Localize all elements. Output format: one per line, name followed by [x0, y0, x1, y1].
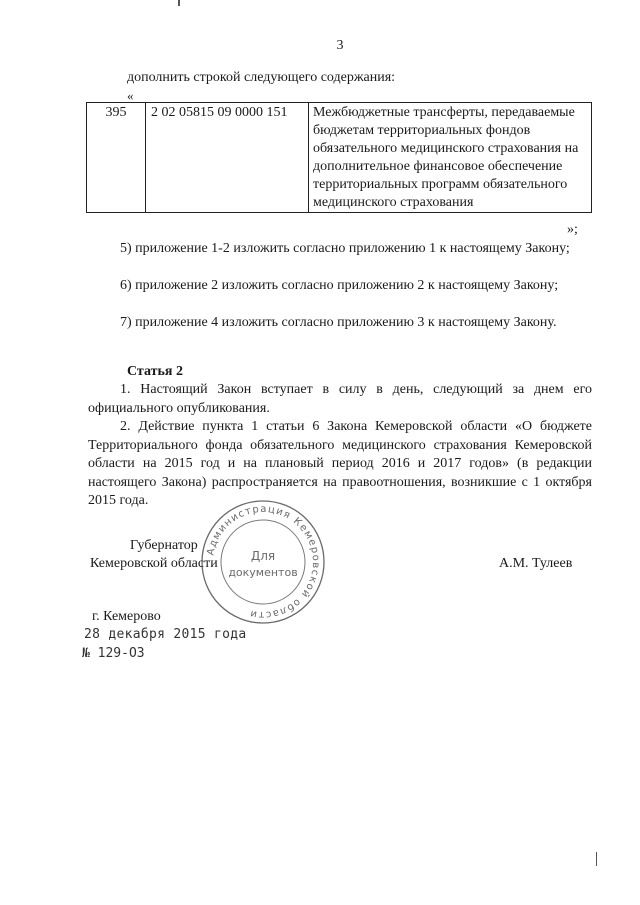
table-row: [87, 103, 592, 213]
code-cell: 395: [87, 103, 146, 213]
signer-name: А.М. Тулеев: [499, 556, 573, 571]
item-7: 7) приложение 4 изложить согласно приложению 3 к настоящему Закону.: [120, 315, 557, 330]
quote-close: »;: [567, 222, 578, 237]
scan-artifact-top: [178, 0, 180, 6]
stamp-center-line2: документов: [228, 566, 298, 579]
signer-region: Кемеровской области: [90, 556, 218, 571]
signer-title: Губернатор: [130, 538, 198, 553]
article-heading: Статья 2: [127, 364, 183, 379]
inserted-row-table: [86, 102, 592, 213]
stamp-ring-text: Администрация Кемеровской области: [205, 503, 322, 621]
article-paragraph-2: 2. Действие пункта 1 статьи 6 Закона Кемеровской области «О бюджете Территориального фонда обязательного медицинского страхования Кемеровской области на 2015 год и на плановый период 2016 и 2017 годов» (в редакции настоящего Закона) распространяется на правоотношения, возникшие с 1 октября 2015 года.: [88, 419, 592, 508]
city: г. Кемерово: [92, 609, 161, 624]
item-5: 5) приложение 1-2 изложить согласно приложению 1 к настоящему Закону;: [120, 241, 570, 256]
scan-artifact-right: [596, 852, 597, 866]
law-date: 28 декабря 2015 года: [84, 627, 247, 642]
description-cell: Межбюджетные трансферты, передаваемые бюджетам территориальных фондов обязательного медицинского страхования на дополнительное финансовое обеспечение территориальных программ обязательного медицинского страхования: [309, 103, 592, 213]
stamp-center-line1: Для: [250, 549, 276, 563]
kbk-cell: 2 02 05815 09 0000 151: [146, 103, 309, 213]
quote-open: «: [127, 88, 134, 103]
page-number: 3: [336, 38, 344, 53]
item-6: 6) приложение 2 изложить согласно приложению 2 к настоящему Закону;: [120, 278, 559, 293]
intro-line: дополнить строкой следующего содержания:: [127, 70, 396, 85]
law-number: № 129-ОЗ: [82, 646, 145, 661]
article-paragraph-1: 1. Настоящий Закон вступает в силу в день, следующий за днем его официального опубликования.: [88, 382, 592, 416]
